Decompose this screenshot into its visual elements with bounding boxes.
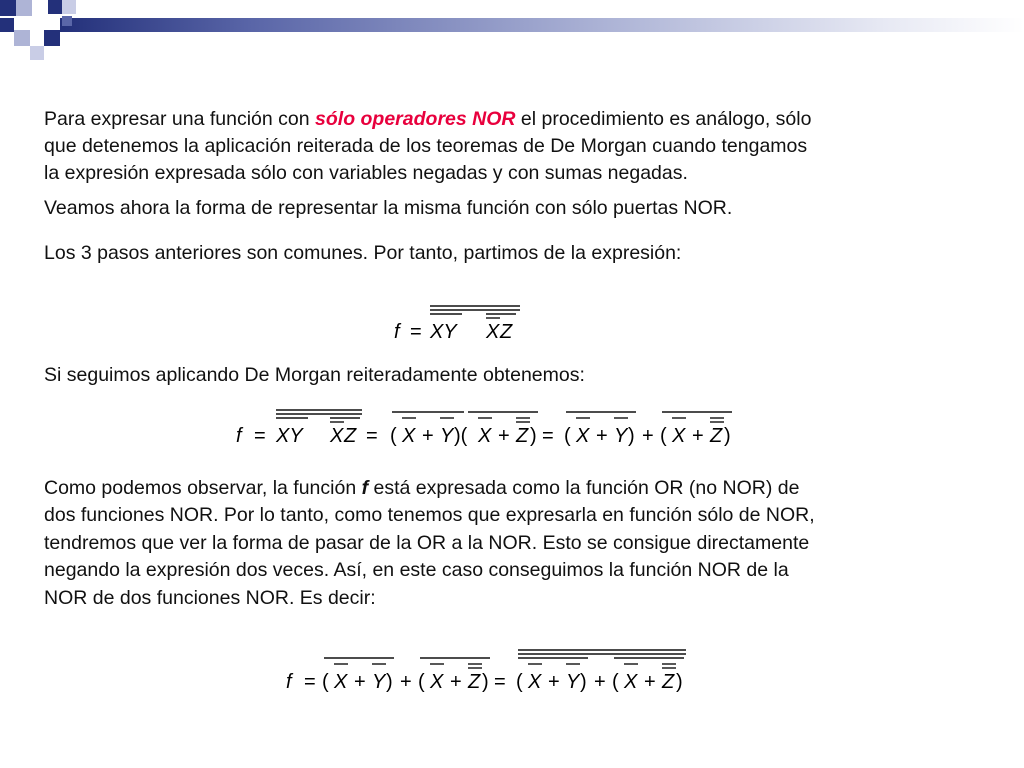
eq-plus: + [692, 425, 704, 447]
svg-text:(: ( [418, 671, 425, 693]
function-f: f [361, 477, 369, 499]
text: NOR de dos funciones NOR. Es decir: [44, 586, 376, 609]
svg-text:): ) [676, 671, 683, 693]
eq-f: f [286, 671, 292, 693]
eq-plus: + [594, 671, 606, 693]
eq-Z: Z [662, 671, 675, 693]
eq-X: X [478, 425, 492, 447]
eq-plus: + [422, 425, 434, 447]
eq-Z: Z [500, 321, 513, 343]
svg-text:): ) [386, 671, 393, 693]
eq-XY: XY [430, 321, 457, 343]
text: negando la expresión dos veces. Así, en este caso conseguimos la función NOR de la [44, 559, 789, 582]
paragraph-2: Veamos ahora la forma de representar la misma función con sólo puertas NOR. [44, 197, 733, 219]
text: Como podemos observar, la función [44, 477, 362, 499]
header-square-light [16, 0, 32, 16]
text: dos funciones NOR. Por lo tanto, como tenemos que expresarla en función sólo de NOR, [44, 504, 815, 527]
eq-plus: + [354, 671, 366, 693]
eq-plus: + [596, 425, 608, 447]
header-gradient-bar [60, 18, 1024, 32]
header-square-light [14, 30, 30, 46]
svg-text:): ) [724, 425, 731, 447]
header-square-dark [48, 0, 62, 14]
eq-Z: Z [710, 425, 723, 447]
header-square-dark [0, 18, 14, 32]
eq-X: X [528, 671, 542, 693]
equation-3 [282, 646, 742, 700]
header-square-dark [62, 16, 72, 26]
svg-text:(: ( [612, 671, 619, 693]
paragraph-3: Los 3 pasos anteriores son comunes. Por tanto, partimos de la expresión: [44, 242, 682, 264]
eq-plus: + [498, 425, 510, 447]
eq-plus: + [642, 425, 654, 447]
highlighted-text: sólo operadores NOR [315, 108, 516, 130]
svg-text:(: ( [564, 425, 571, 447]
svg-text:): ) [482, 671, 489, 693]
header-square-light [30, 46, 44, 60]
eq-Z: Z [468, 671, 481, 693]
svg-text:(: ( [516, 671, 523, 693]
eq-X: X [576, 425, 590, 447]
eq-f: f [236, 425, 242, 447]
eq-Y: Y [372, 671, 386, 693]
eq-X: X [334, 671, 348, 693]
svg-text:(: ( [660, 425, 667, 447]
eq-equals: = [542, 425, 554, 447]
text: la expresión expresada sólo con variables negadas y con sumas negadas. [44, 162, 688, 184]
svg-text:(: ( [390, 425, 397, 447]
eq-X: X [430, 671, 444, 693]
equation-1 [390, 300, 540, 346]
eq-X: X [486, 321, 500, 343]
header-square-light [62, 0, 76, 14]
text: Para expresar una función con [44, 108, 316, 130]
eq-Y: Y [614, 425, 628, 447]
eq-X: X [402, 425, 416, 447]
eq-equals: = [366, 425, 378, 447]
text: tendremos que ver la forma de pasar de la OR a la NOR. Esto se consigue directamente [44, 531, 810, 554]
svg-text:)(: )( [454, 425, 468, 447]
eq-plus: + [400, 671, 412, 693]
eq-f: f [394, 321, 400, 343]
equation-2 [232, 404, 792, 452]
eq-equals: = [304, 671, 316, 693]
eq-plus: + [644, 671, 656, 693]
paragraph-1 [44, 106, 964, 187]
eq-plus: + [548, 671, 560, 693]
text: está expresada como la función OR (no NOR) de [368, 477, 800, 499]
eq-Z: Z [344, 425, 357, 447]
eq-Y: Y [566, 671, 580, 693]
eq-X: X [330, 425, 344, 447]
slide-body [44, 106, 964, 267]
svg-text:(: ( [322, 671, 329, 693]
eq-X: X [624, 671, 638, 693]
header-square-dark [44, 30, 60, 46]
svg-text:): ) [628, 425, 635, 447]
paragraph-4: Si seguimos aplicando De Morgan reiteradamente obtenemos: [44, 364, 585, 386]
eq-Z: Z [516, 425, 529, 447]
eq-equals: = [494, 671, 506, 693]
eq-equals: = [410, 321, 422, 343]
header-square-dark [0, 0, 16, 16]
eq-X: X [672, 425, 686, 447]
svg-text:): ) [580, 671, 587, 693]
eq-equals: = [254, 425, 266, 447]
svg-text:): ) [530, 425, 537, 447]
eq-Y: Y [440, 425, 454, 447]
text: el procedimiento es análogo, sólo [515, 108, 812, 130]
eq-XY: XY [276, 425, 303, 447]
eq-plus: + [450, 671, 462, 693]
text: que detenemos la aplicación reiterada de los teoremas de De Morgan cuando tengamos [44, 135, 808, 157]
paragraph-5 [44, 475, 969, 612]
